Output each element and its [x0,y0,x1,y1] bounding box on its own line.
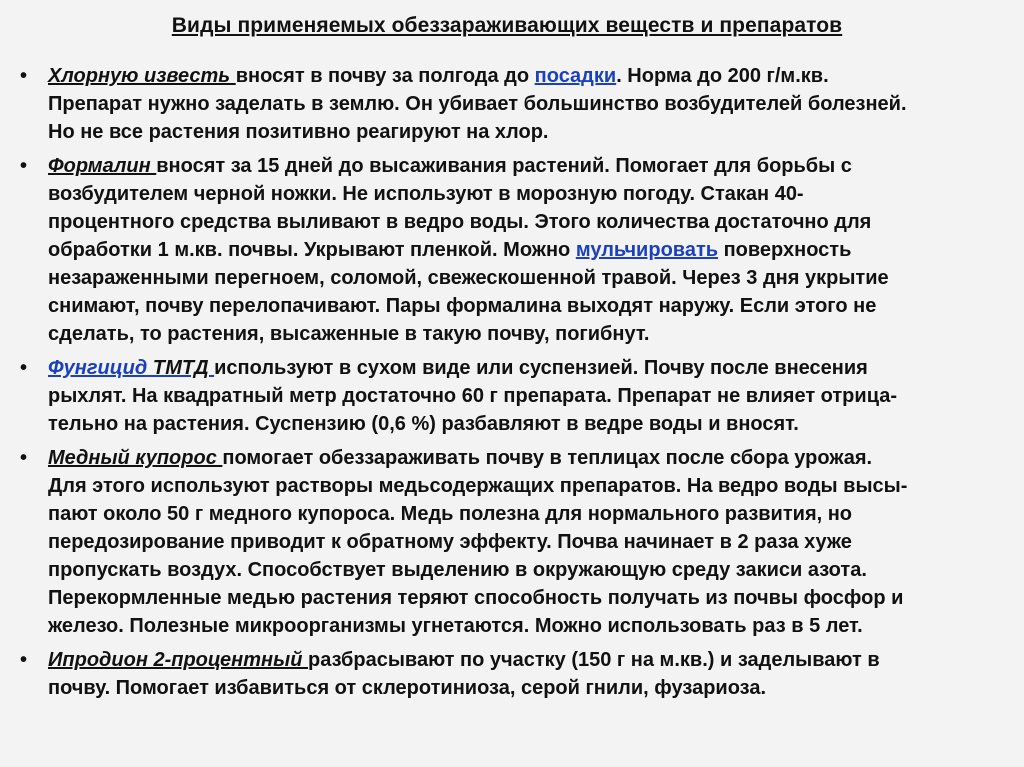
bullet-icon: • [20,447,28,469]
text-fragment: вносят за 15 дней до высаживания растений. Помогает для борьбы с [156,155,852,177]
text-line: Препарат нужно заделать в землю. Он убивает большинство возбудителей болезней. [48,93,907,115]
text-line: Для этого используют растворы медьсодержащих препаратов. На ведро воды высы- [48,475,908,497]
link-planting[interactable]: посадки [534,65,617,87]
term-tmtd: ТМТД [147,357,215,379]
text-line [48,152,996,180]
text-line: незараженными перегноем, соломой, свежескошенной травой. Через 3 дня укрытие [48,267,889,289]
text-fragment: поверхность [718,239,852,261]
text-line: железо. Полезные микроорганизмы угнетаются. Можно использовать раз в 5 лет. [48,615,863,637]
text-line: пают около 50 г медного купороса. Медь полезна для нормального развития, но [48,503,853,525]
link-mulch[interactable]: мульчировать [575,239,719,261]
bullet-icon: • [20,65,28,87]
text-line: почву. Помогает избавиться от склеротиниоза, серой гнили, фузариоза. [48,677,767,699]
text-line: снимают, почву перелопачивают. Пары формалина выходят наружу. Если этого не [48,295,877,317]
term-formalin: Формалин [48,155,157,177]
text-line [48,236,996,264]
text-fragment: помогает обеззараживать почву в теплицах после сбора урожая. [222,447,873,469]
term-iprodione: Ипродион 2-процентный [48,649,308,671]
text-line [48,444,996,472]
page-title: Виды применяемых обеззараживающих веществ и препаратов [171,14,843,37]
list-item-copper-sulfate [18,444,996,640]
list-item-chlorine-lime [18,62,996,146]
text-line: Перекормленные медью растения теряют способность получать из почвы фосфор и [48,587,904,609]
term-chlorine-lime: Хлорную известь [48,65,236,87]
text-fragment: обработки 1 м.кв. почвы. Укрывают пленкой. Можно [48,239,576,261]
bullet-icon: • [20,649,28,671]
text-fragment: используют в сухом виде или суспензией. Почву после внесения [214,357,868,379]
text-line [48,646,996,674]
text-line: пропускать воздух. Способствует выделению в окружающую среду закиси азота. [48,559,867,581]
text-fragment: вносят в почву за полгода до [235,65,535,87]
term-copper-sulfate: Медный купорос [48,447,223,469]
bullet-icon: • [20,155,28,177]
text-line: процентного средства выливают в ведро воды. Этого количества достаточно для [48,211,872,233]
list-item-formalin [18,152,996,348]
text-line [48,62,996,90]
list-item-fungicide [18,354,996,438]
bullet-icon: • [20,357,28,379]
text-line: Но не все растения позитивно реагируют на хлор. [48,121,549,143]
text-fragment: . Норма до 200 г/м.кв. [616,65,829,87]
text-line: передозирование приводит к обратному эффекту. Почва начинает в 2 раза хуже [48,531,852,553]
text-line: возбудителем черной ножки. Не используют в морозную погоду. Стакан 40- [48,183,804,205]
text-line: рыхлят. На квадратный метр достаточно 60 г препарата. Препарат не влияет отрица- [48,385,898,407]
text-line: сделать, то растения, высаженные в такую почву, погибнут. [48,323,650,345]
link-fungicide[interactable]: Фунгицид [48,357,148,379]
text-line [48,354,996,382]
list-item-iprodione [18,646,996,702]
text-fragment: разбрасывают по участку (150 г на м.кв.) и заделывают в [307,649,880,671]
text-line: тельно на растения. Суспензию (0,6 %) разбавляют в ведре воды и вносят. [48,413,799,435]
term-fungicide-tmtd [48,357,214,379]
bullet-list [18,62,996,702]
